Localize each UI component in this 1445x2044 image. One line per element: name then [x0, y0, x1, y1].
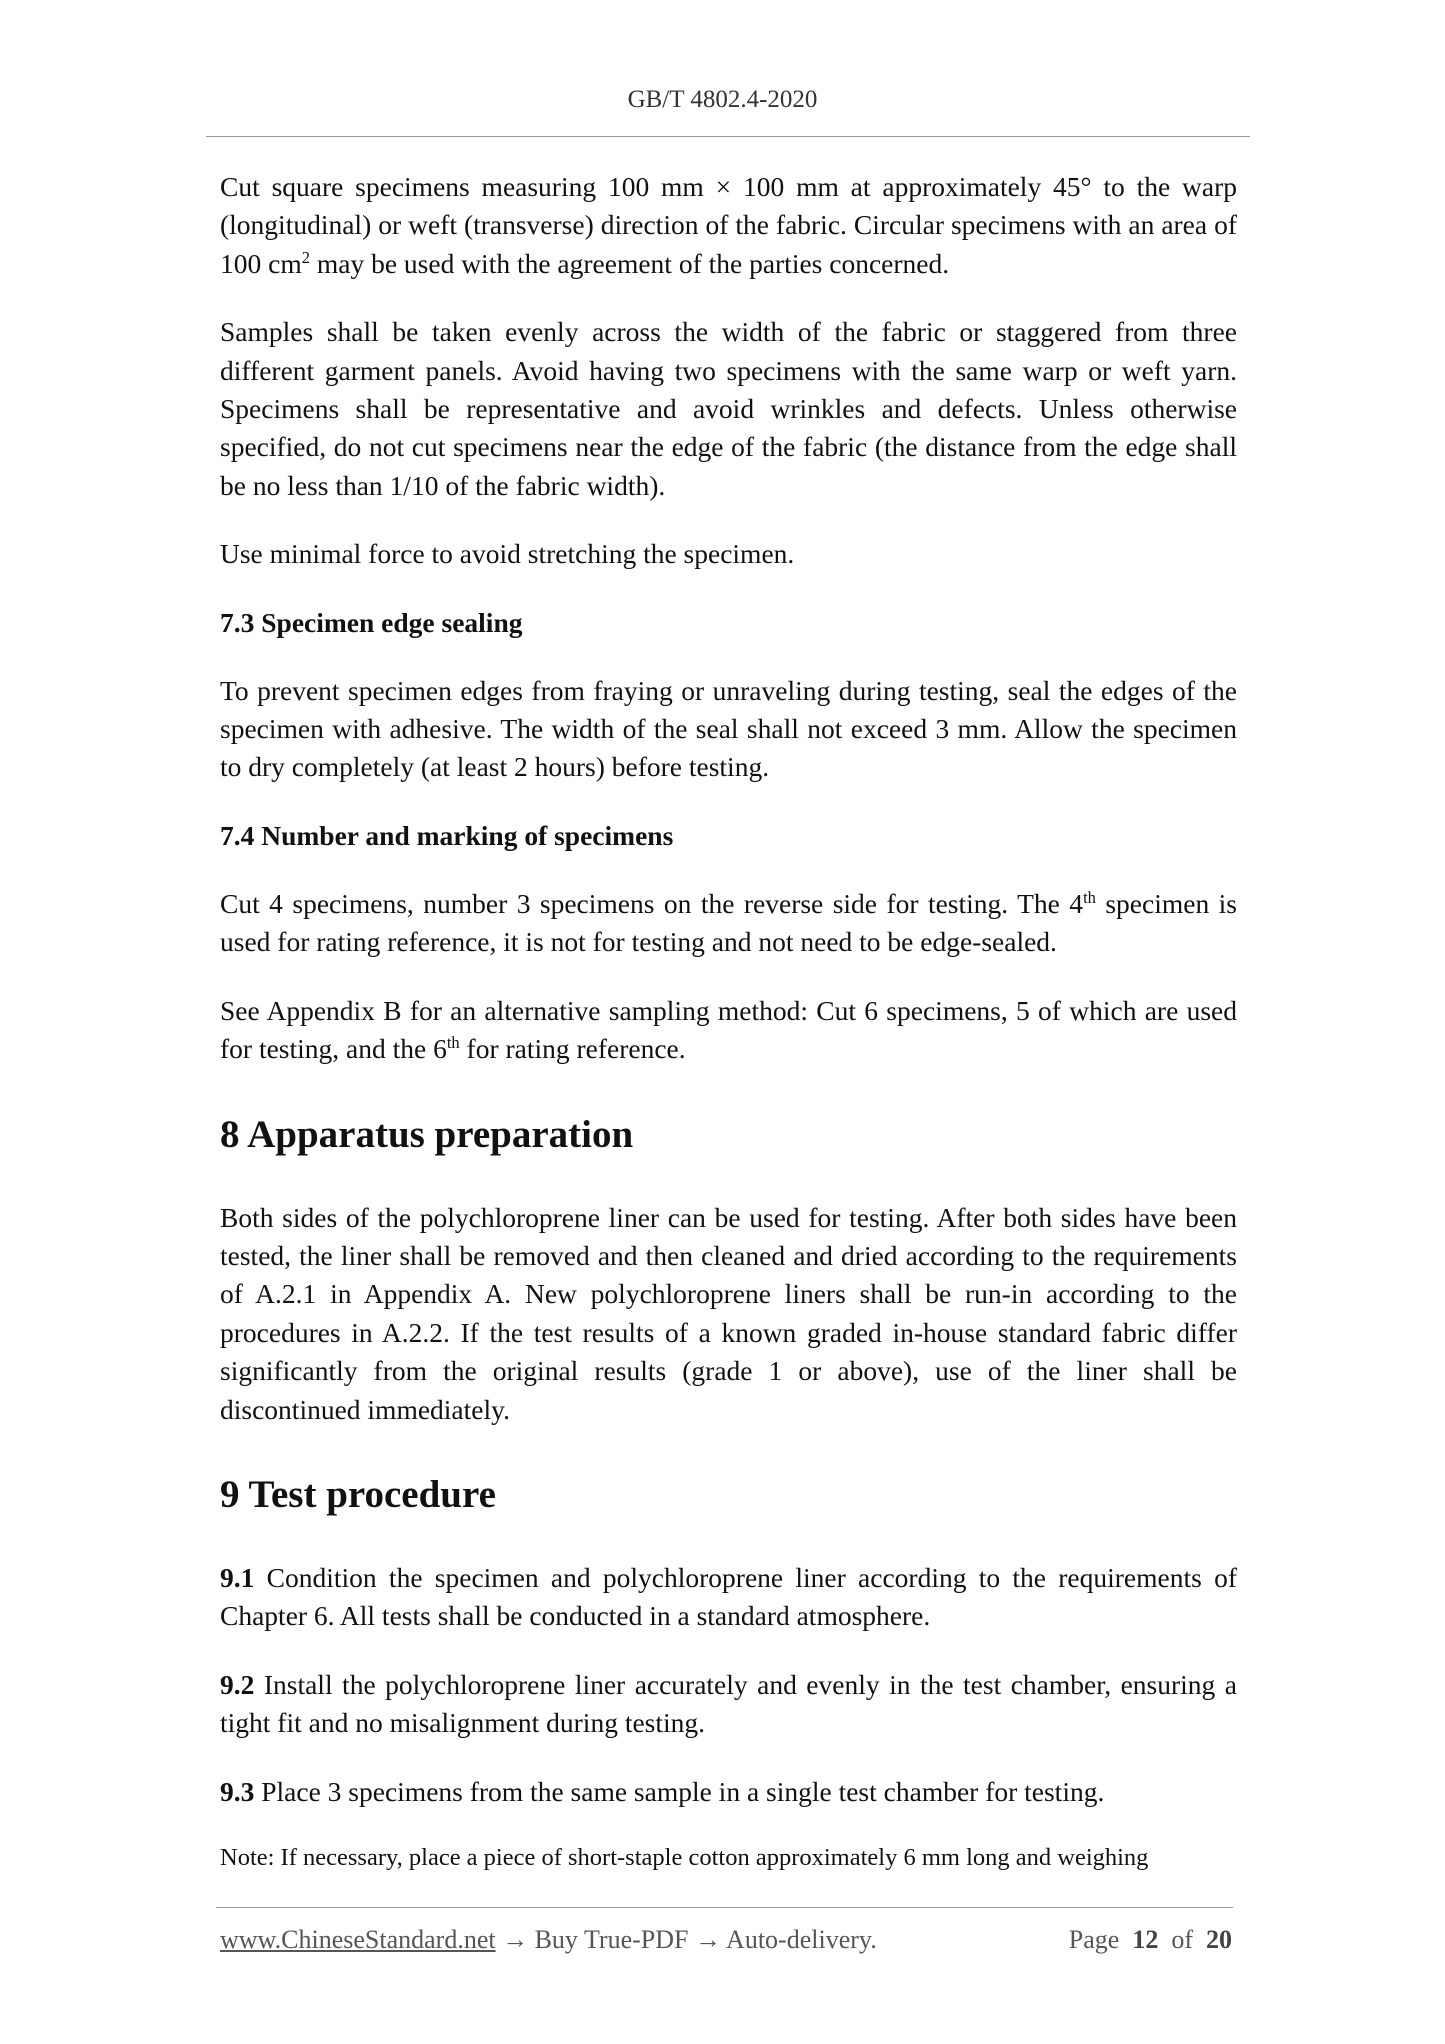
superscript: th	[446, 1032, 460, 1052]
page-label: Page	[1068, 1925, 1120, 1954]
paragraph-apparatus-preparation: Both sides of the polychloroprene liner can be used for testing. After both sides have been tested, the liner shall be removed and then cleaned and dried according to the requirements of A.2.1 in Appendix A. New polychloroprene liners shall be run-in according to the procedures in A.2.2. If the test results of a known graded in-house standard fabric differ significantly from the original results (grade 1 or above), use of the liner shall be discontinued immediately.	[220, 1201, 1237, 1425]
footer	[220, 1925, 1232, 1961]
heading-7-4: 7.4 Number and marking of specimens	[220, 819, 674, 851]
of-label: of	[1171, 1925, 1193, 1954]
header-divider	[206, 136, 1250, 137]
paragraph-9-3	[220, 1773, 1237, 1811]
superscript: 2	[301, 247, 310, 267]
paragraph-specimen-cutting	[220, 168, 1237, 283]
paragraph-number-marking	[220, 885, 1237, 962]
text-run: Place 3 specimens from the same sample in a single test chamber for testing.	[254, 1775, 1105, 1807]
text-run: Install the polychloroprene liner accurately and evenly in the test chamber, ensuring a tight fit and no misalignment during testing.	[220, 1668, 1237, 1739]
text-run: See Appendix B for an alternative sampling method: Cut 6 specimens, 5 of which are used for testing, and the 6	[220, 994, 1237, 1065]
footer-divider	[216, 1907, 1233, 1908]
paragraph-edge-sealing: To prevent specimen edges from fraying or unraveling during testing, seal the edges of the specimen with adhesive. The width of the seal shall not exceed 3 mm. Allow the specimen to dry completely (at least 2 hours) before testing.	[220, 674, 1237, 783]
text-run: for rating reference.	[459, 1033, 686, 1065]
text-run: may be used with the agreement of the parties concerned.	[309, 247, 950, 279]
paragraph-alternative-sampling	[220, 992, 1237, 1069]
superscript: th	[1083, 887, 1096, 907]
clause-number: 9.1	[220, 1561, 255, 1593]
text-run: Cut 4 specimens, number 3 specimens on the reverse side for testing. The 4	[220, 887, 1084, 919]
page-number: 12	[1132, 1925, 1159, 1954]
clause-number: 9.3	[220, 1775, 255, 1807]
text-run: specimen is used for rating reference, it is not for testing and not need to be edge-sealed.	[220, 887, 1237, 958]
text-run: Condition the specimen and polychloroprene liner according to the requirements of Chapter 6. All tests shall be conducted in a standard atmosphere.	[220, 1561, 1237, 1632]
text-run: Cut square specimens measuring 100 mm × 100 mm at approximately 45° to the warp (longitudinal) or weft (transverse) direction of the fabric. Circular specimens with an area of 100 cm	[220, 171, 1237, 279]
note-cotton: Note: If necessary, place a piece of short-staple cotton approximately 6 mm long and weighing	[220, 1843, 1149, 1871]
footer-tail: → Buy True-PDF → Auto-delivery.	[495, 1925, 877, 1954]
clause-number: 9.2	[220, 1668, 255, 1700]
running-header: GB/T 4802.4-2020	[627, 86, 818, 113]
footer-promo	[220, 1925, 877, 1955]
paragraph-sampling: Samples shall be taken evenly across the width of the fabric or staggered from three different garment panels. Avoid having two specimens with the same warp or weft yarn. Specimens shall be representative and avoid wrinkles and defects. Unless otherwise specified, do not cut specimens near the edge of the fabric (the distance from the edge shall be no less than 1/10 of the fabric width).	[220, 316, 1237, 501]
heading-7-3: 7.3 Specimen edge sealing	[220, 606, 523, 638]
page-counter	[1069, 1925, 1232, 1955]
heading-8: 8 Apparatus preparation	[220, 1112, 634, 1156]
heading-9: 9 Test procedure	[220, 1472, 496, 1516]
chinesestandard-link[interactable]: www.ChineseStandard.net	[220, 1925, 496, 1954]
paragraph-minimal-force: Use minimal force to avoid stretching the specimen.	[220, 538, 795, 570]
paragraph-9-2	[220, 1666, 1237, 1743]
paragraph-9-1	[220, 1559, 1237, 1636]
page-content	[220, 168, 1237, 1875]
total-pages: 20	[1206, 1925, 1232, 1954]
